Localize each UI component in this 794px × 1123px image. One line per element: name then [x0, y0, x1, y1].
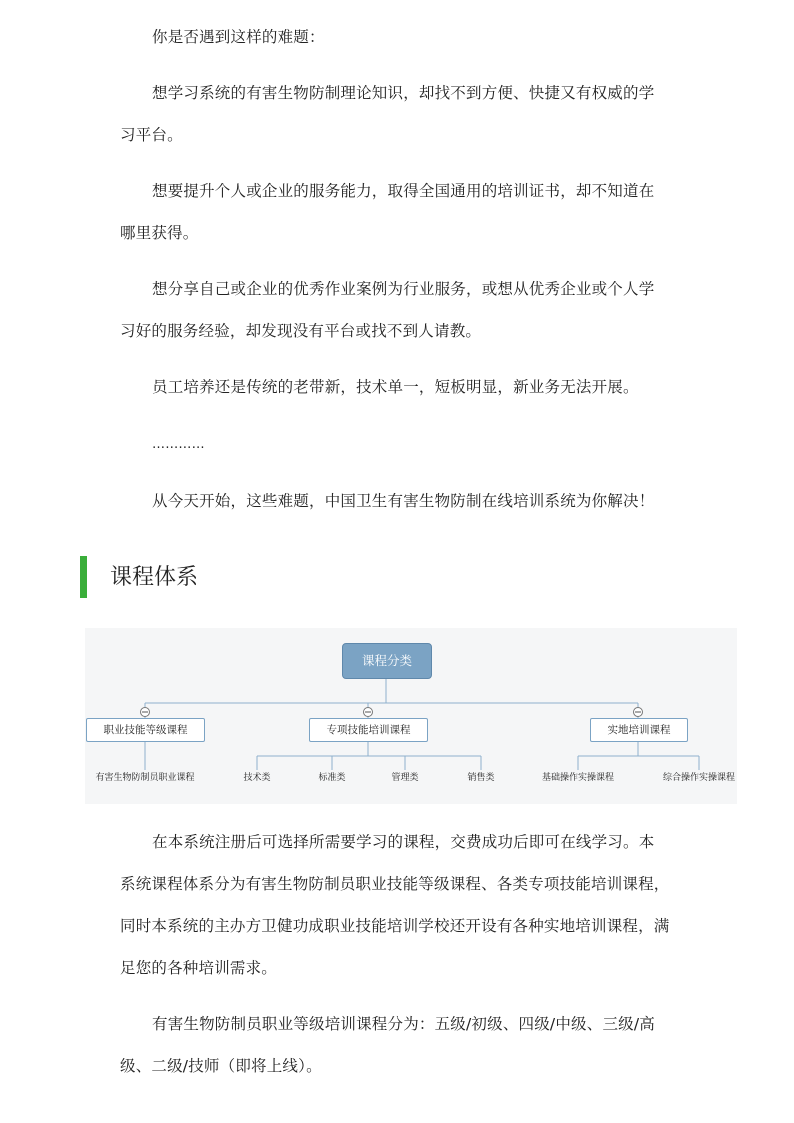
intro-ellipsis: …………: [152, 437, 205, 452]
tree-root-node: 课程分类: [342, 643, 432, 679]
tree-category-special-skills: 专项技能培训课程: [309, 718, 428, 742]
tree-category-field-training: 实地培训课程: [590, 718, 688, 742]
course-tree-diagram: [85, 628, 737, 804]
intro-solution: 从今天开始，这些难题，中国卫生有害生物防制在线培训系统为你解决！: [152, 492, 655, 510]
intro-problem-sharing: 想分享自己或企业的优秀作业案例为行业服务，或想从优秀企业或个人学习好的服务经验，却发现没有平台或找不到人请教。: [120, 280, 655, 340]
collapse-icon[interactable]: [634, 708, 643, 717]
tree-leaf: 标准类: [318, 773, 346, 783]
section-title: 课程体系: [110, 565, 199, 590]
intro-problem-learning: 想学习系统的有害生物防制理论知识，却找不到方便、快捷又有权威的学习平台。: [120, 84, 655, 144]
tree-leaf: 管理类: [391, 773, 419, 783]
intro-problem-certificate: 想要提升个人或企业的服务能力，取得全国通用的培训证书，却不知道在哪里获得。: [120, 182, 655, 242]
tree-leaf: 技术类: [243, 773, 271, 783]
collapse-icon[interactable]: [141, 708, 150, 717]
section-accent-bar: [80, 556, 87, 598]
tree-leaf: 销售类: [467, 773, 495, 783]
vocational-levels-description: 有害生物防制员职业等级培训课程分为：五级/初级、四级/中级、三级/高级、二级/技师（即将上线）。: [120, 1015, 655, 1075]
course-system-description: 在本系统注册后可选择所需要学习的课程，交费成功后即可在线学习。本系统课程体系分为有害生物防制员职业技能等级课程、各类专项技能培训课程，同时本系统的主办方卫健功成职业技能培训学校还开设有各种实地培训课程，满足您的各种培训需求。: [120, 833, 670, 977]
tree-leaf: 综合操作实操课程: [662, 773, 736, 783]
intro-problem-training: 员工培养还是传统的老带新，技术单一，短板明显，新业务无法开展。: [152, 378, 639, 396]
tree-leaf: 基础操作实操课程: [541, 773, 615, 783]
tree-leaf: 有害生物防制员职业课程: [95, 773, 195, 783]
tree-category-vocational: 职业技能等级课程: [86, 718, 205, 742]
intro-question: 你是否遇到这样的难题：: [152, 28, 325, 46]
collapse-icon[interactable]: [364, 708, 373, 717]
